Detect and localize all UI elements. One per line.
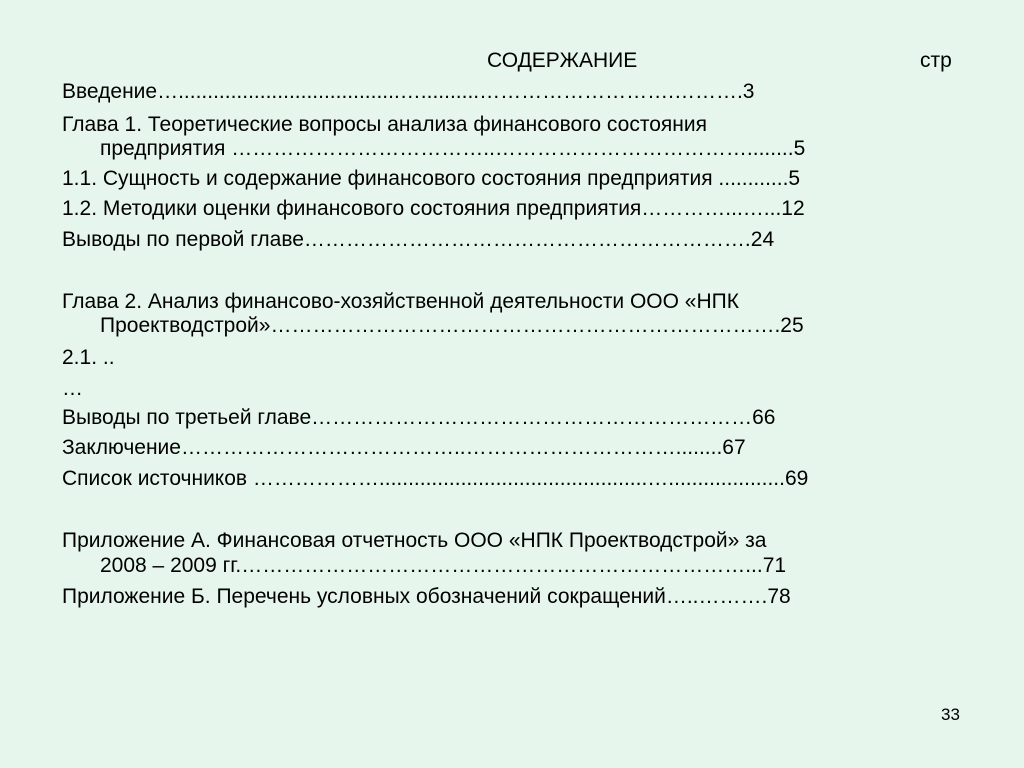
toc-entry-chapter-1-cont: предприятия ………………………………..………………………………........5 — [100, 137, 806, 160]
toc-entry-conclusion: Заключение…………………………………..…………………………........67 — [62, 436, 746, 459]
toc-entry-ellipsis: … — [62, 377, 83, 400]
toc-entry-section-2-1: 2.1. .. — [62, 346, 115, 369]
toc-entry-chapter-1: Глава 1. Теоретические вопросы анализа финансового состояния — [62, 113, 707, 136]
toc-title: СОДЕРЖАНИЕ — [487, 49, 638, 72]
page-column-header: стр — [920, 49, 952, 72]
toc-entry-conclusions-chapter-1: Выводы по первой главе……………………………………………………….24 — [62, 228, 775, 251]
toc-entry-appendix-a: Приложение А. Финансовая отчетность ООО «НПК Проектводстрой» за — [62, 529, 767, 552]
toc-entry-sources: Список источников ………………..............................................…....................69 — [62, 467, 809, 490]
toc-entry-chapter-2: Глава 2. Анализ финансово-хозяйственной деятельности ООО «НПК — [62, 290, 739, 313]
toc-entry-introduction: Введение…......................................…..........……………………….……….3 — [62, 80, 755, 103]
slide-number: 33 — [941, 705, 960, 724]
toc-entry-appendix-b: Приложение Б. Перечень условных обозначений сокращений…..……….78 — [62, 585, 791, 608]
toc-entry-section-1-1: 1.1. Сущность и содержание финансового состояния предприятия ............5 — [62, 167, 801, 190]
toc-entry-conclusions-chapter-3: Выводы по третьей главе………………………………………………………66 — [62, 406, 776, 429]
toc-entry-chapter-2-cont: Проектводстрой»……………………………………………………………….25 — [100, 314, 804, 337]
toc-entry-appendix-a-cont: 2008 – 2009 гг.………………………………………………………………...71 — [100, 554, 787, 577]
toc-entry-section-1-2: 1.2. Методики оценки финансового состояния предприятия…………...…...12 — [62, 197, 805, 220]
